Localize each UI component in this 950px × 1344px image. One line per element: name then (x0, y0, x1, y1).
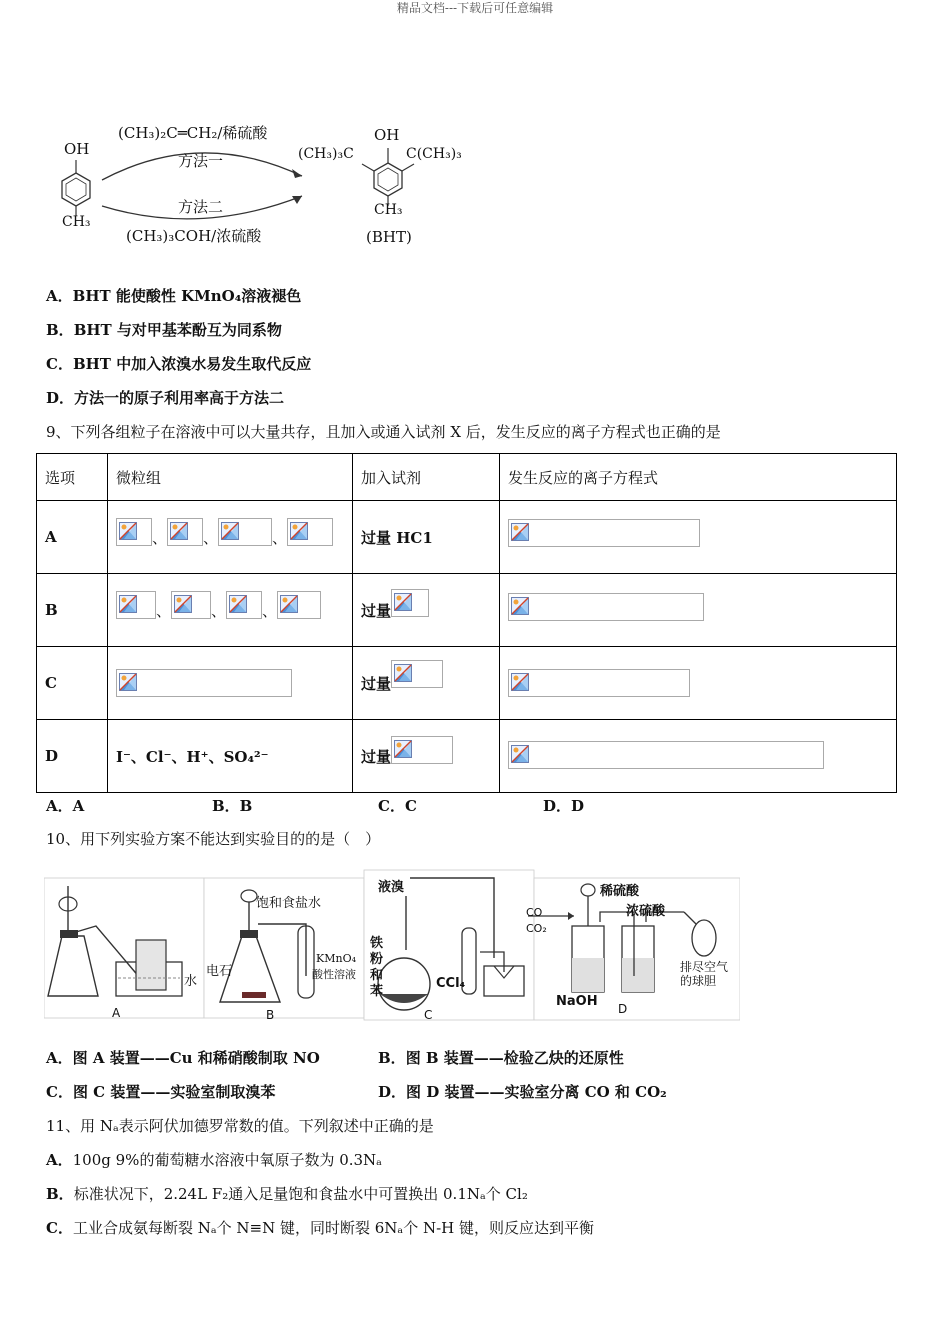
q10-option-c (46, 1082, 275, 1102)
equation-image (508, 741, 824, 769)
broken-image-icon (511, 597, 529, 615)
equation-cell (500, 647, 897, 720)
reagent-image (391, 589, 429, 617)
label-iron-4: 苯 (370, 984, 384, 999)
formula-image (116, 669, 292, 697)
broken-image-icon (290, 522, 308, 540)
q9-answer-b: B．B (212, 797, 253, 815)
label-water: 水 (184, 974, 198, 989)
particles-cell (108, 647, 353, 720)
q10-option-b (378, 1048, 624, 1068)
method2-label: 方法二 (178, 198, 224, 216)
option-text: BHT 能使酸性 KMnO₄溶液褪色 (72, 287, 302, 305)
label-bladder-1: 排尽空气 (680, 960, 729, 974)
q10-apparatus-figure (44, 866, 740, 1026)
reagent-text: 过量 (361, 674, 392, 693)
broken-image-icon (119, 673, 137, 691)
equation-image (508, 669, 690, 697)
formula-image (116, 591, 156, 619)
broken-image-icon (511, 673, 529, 691)
figure-label-c: C (424, 1008, 433, 1022)
header-cell: 选项 (37, 454, 108, 501)
option-letter: A． (46, 287, 73, 305)
option-text: 图 A 装置——Cu 和稀硝酸制取 NO (72, 1049, 320, 1067)
product-name: (BHT) (366, 228, 412, 246)
label-acidic-solution: 酸性溶液 (312, 968, 356, 981)
broken-image-icon (119, 595, 137, 613)
option-text: 方法一的原子利用率高于方法二 (74, 389, 285, 407)
formula-image (167, 518, 203, 546)
q10-option-d (378, 1082, 667, 1102)
broken-image-icon (229, 595, 247, 613)
formula-image (116, 518, 152, 546)
figure-label-d: D (618, 1002, 628, 1016)
option-letter: C． (46, 355, 73, 373)
q11-option-c (46, 1218, 594, 1238)
reagent-cell: 过量 HC1 (353, 501, 500, 574)
particles-cell: 、 、 、 (108, 501, 353, 574)
option-letter: A． (46, 1049, 73, 1067)
broken-image-icon (174, 595, 192, 613)
q8-option-d (46, 388, 284, 408)
option-letter: B． (46, 1185, 74, 1203)
q11-option-b (46, 1184, 528, 1204)
option-letter: D． (46, 389, 75, 407)
broken-image-icon (170, 522, 188, 540)
figure-label-a: A (112, 1006, 121, 1020)
reagent-text: 过量 (361, 601, 392, 620)
label-iron-2: 粉 (370, 952, 384, 967)
product-ch3: CH₃ (374, 202, 403, 218)
option-text: 图 D 装置——实验室分离 CO 和 CO₂ (406, 1083, 667, 1101)
label-kmno4: KMnO₄ (316, 952, 356, 965)
broken-image-icon (394, 593, 412, 611)
row-label: D (37, 720, 108, 793)
equation-image (508, 593, 704, 621)
option-letter: B． (46, 321, 74, 339)
broken-image-icon (221, 522, 239, 540)
formula-image (277, 591, 321, 619)
reagent-image (391, 736, 453, 764)
option-letter: B． (378, 1049, 406, 1067)
product-left-group: (CH₃)₃C (298, 146, 354, 162)
option-text: 工业合成氨每断裂 Nₐ个 N≡N 键，同时断裂 6Nₐ个 N-H 键，则反应达到平衡 (72, 1219, 595, 1237)
row-label: A (37, 501, 108, 574)
option-text: 100g 9%的葡萄糖水溶液中氧原子数为 0.3Nₐ (72, 1151, 382, 1169)
broken-image-icon (394, 740, 412, 758)
q11-option-a (46, 1150, 382, 1170)
table-row (37, 720, 897, 793)
option-text: BHT 中加入浓溴水易发生取代反应 (72, 355, 312, 373)
option-text: 图 C 装置——实验室制取溴苯 (72, 1083, 276, 1101)
reagent-text: 过量 (361, 747, 392, 766)
label-co: CO (526, 906, 543, 919)
table-row (37, 647, 897, 720)
formula-image (218, 518, 272, 546)
q8-option-a (46, 286, 301, 306)
equation-image (508, 519, 700, 547)
bht-reaction-scheme (40, 118, 480, 268)
table-row (37, 574, 897, 647)
option-text: BHT 与对甲基苯酚互为同系物 (73, 321, 282, 339)
label-bromine: 液溴 (378, 880, 405, 895)
header-cell: 微粒组 (108, 454, 353, 501)
formula-image (287, 518, 333, 546)
equation-cell (500, 501, 897, 574)
label-iron-1: 铁 (370, 936, 384, 951)
label-carbide: 电石 (206, 964, 233, 979)
option-letter: C． (46, 1083, 73, 1101)
reagent-cell (353, 720, 500, 793)
label-conc-acid: 浓硫酸 (626, 904, 666, 919)
label-ccl4: CCl₄ (436, 976, 466, 991)
reactant-oh: OH (64, 140, 90, 158)
broken-image-icon (394, 664, 412, 682)
broken-image-icon (511, 523, 529, 541)
equation-cell (500, 574, 897, 647)
label-brine: 饱和食盐水 (256, 896, 322, 911)
row-label: C (37, 647, 108, 720)
product-oh: OH (374, 126, 400, 144)
broken-image-icon (280, 595, 298, 613)
q9-answer-a: A．A (46, 797, 85, 815)
row-label: B (37, 574, 108, 647)
formula-image (171, 591, 211, 619)
label-naoh: NaOH (556, 994, 598, 1009)
table-row (37, 501, 897, 574)
equation-cell (500, 720, 897, 793)
table-header-row (37, 454, 897, 501)
header-cell: 加入试剂 (353, 454, 500, 501)
particles-cell: I⁻、Cl⁻、H⁺、SO₄²⁻ (108, 720, 353, 793)
label-dilute-acid: 稀硫酸 (600, 884, 640, 899)
option-text: 图 B 装置——检验乙炔的还原性 (405, 1049, 624, 1067)
label-bladder-2: 的球胆 (680, 974, 717, 988)
broken-image-icon (119, 522, 137, 540)
q9-answer-c: C．C (378, 797, 417, 815)
reagent-image (391, 660, 443, 688)
reagent-cell (353, 574, 500, 647)
option-letter: C． (46, 1219, 73, 1237)
q9-answer-d: D．D (543, 797, 585, 815)
q8-option-c (46, 354, 311, 374)
method1-reagent: (CH₃)₂C═CH₂/稀硫酸 (118, 124, 268, 142)
q10-stem: 10、用下列实验方案不能达到实验目的的是（ ） (46, 830, 381, 848)
option-text: 标准状况下，2.24L F₂通入足量饱和食盐水中可置换出 0.1Nₐ个 Cl₂ (73, 1185, 528, 1203)
broken-image-icon (511, 745, 529, 763)
method1-label: 方法一 (178, 152, 224, 170)
reagent-cell (353, 647, 500, 720)
option-letter: A． (46, 1151, 73, 1169)
figure-label-b: B (266, 1008, 275, 1022)
q11-stem: 11、用 Nₐ表示阿伏加德罗常数的值。下列叙述中正确的是 (46, 1117, 434, 1135)
label-iron-3: 和 (370, 968, 384, 983)
reactant-ch3: CH₃ (62, 214, 91, 230)
q8-option-b (46, 320, 282, 340)
q9-stem: 9、下列各组粒子在溶液中可以大量共存，且加入或通入试剂 X 后，发生反应的离子方程式也正确的是 (46, 423, 721, 441)
particles-cell: 、 、 、 (108, 574, 353, 647)
method2-reagent: (CH₃)₃COH/浓硫酸 (126, 227, 262, 245)
q10-option-a (46, 1048, 320, 1068)
formula-image (226, 591, 262, 619)
q9-table (36, 453, 897, 793)
page-header: 精品文档---下载后可任意编辑 (396, 1, 554, 15)
product-right-group: C(CH₃)₃ (406, 146, 462, 162)
label-co2: CO₂ (526, 922, 547, 935)
header-cell: 发生反应的离子方程式 (500, 454, 897, 501)
option-letter: D． (378, 1083, 407, 1101)
